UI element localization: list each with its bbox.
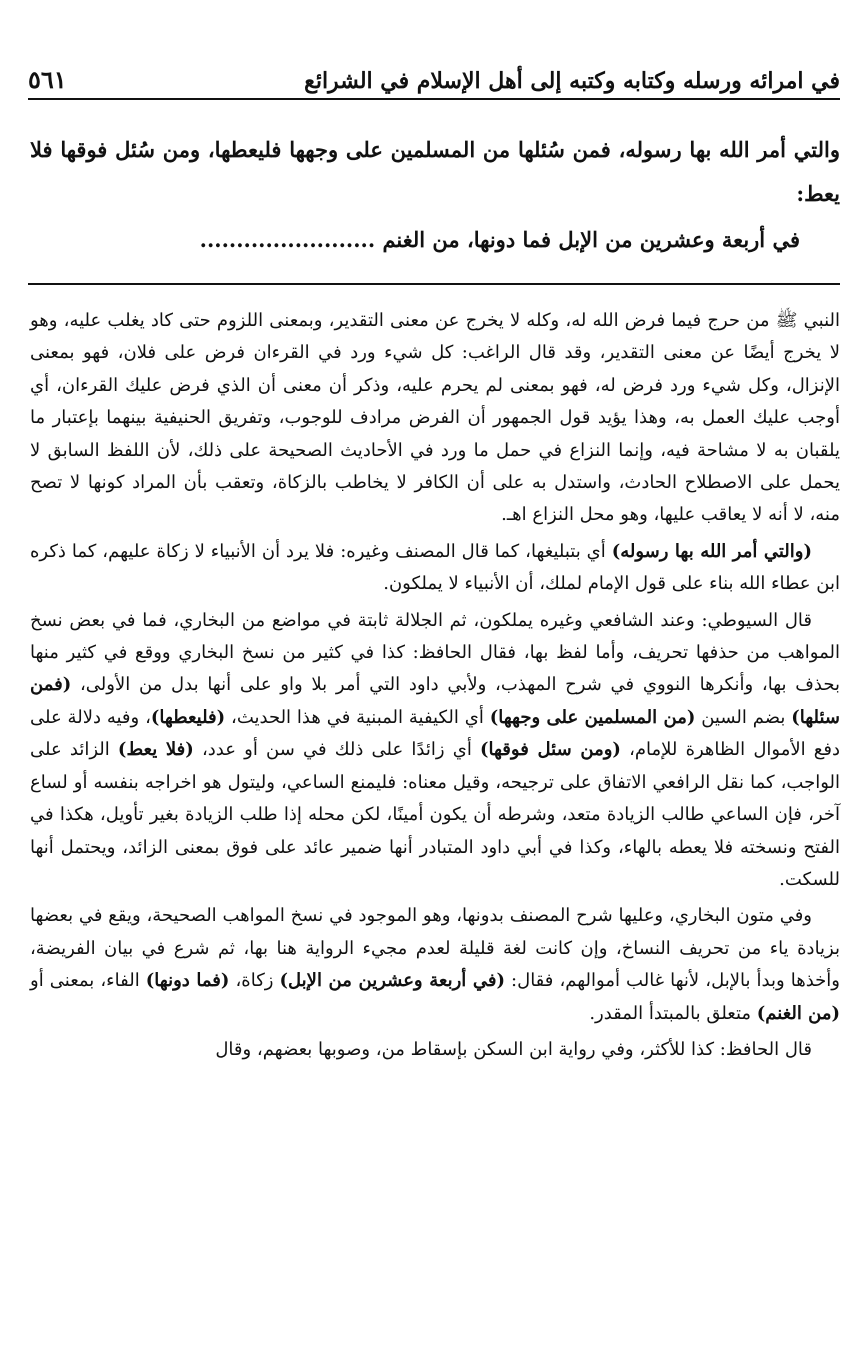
section-divider: [28, 283, 840, 285]
commentary: [30, 305, 840, 1070]
quoted-phrase: (فما دونها): [145, 970, 230, 992]
quoted-phrase: (فليعطها): [150, 706, 226, 728]
paragraph-text: وفي متون البخاري، وعليها شرح المصنف بدونها، وهو الموجود في نسخ المواهب الصحيحة، ويقع في بعضها بزيادة ياء من تحريف النساخ، وإن كانت لغة قليلة لعدم مجيء الرواية هنا بها، ثم شرع في بيان الفريضة، وأخذها وبدأ بالإبل، لأنها غالب أموالهم، فقال:: [30, 905, 840, 992]
quoted-phrase: (من المسلمين على وجهها): [489, 706, 696, 728]
quoted-phrase: (من الغنم): [756, 1002, 840, 1024]
commentary-paragraph-1: النبي ﷺ من حرج فيما فرض الله له، وكله لا يخرج عن معنى التقدير، وبمعنى اللزوم حتى كاد يغلب عليه، وهو لا يخرج أيضًا عن معنى التقدير، وقد قال الراغب: كل شيء ورد في القرءان فرض على فلان، فهو بمعنى الإنزال، وكل شيء ورد فرض له، فهو بمعنى لم يحرم عليه، وذكر أن معنى أن الذي فرض عليك القرءان، أي أوجب عليك العمل به، وهذا يؤيد قول الجمهور أن الفرض مرادف للوجوب، وتفريق الحنيفية بينهما بإعتبار ما يلقبان به لا مشاحة فيه، وإنما النزاع في حمل ما ورد في الأحاديث الصحيحة على ذلك، لأن اللفظ السابق لا يحمل على الاصطلاح الحادث، واستدل به على أن الكافر لا يخاطب بالزكاة، وتعقب بأن المراد كونها لا تصح منه، لا أنه لا يعاقب عليها، وهو محل النزاع اهـ.: [30, 310, 840, 526]
paragraph-text: أي بتبليغها، كما قال المصنف وغيره: فلا يرد أن الأنبياء لا زكاة عليهم، كما ذكره ابن عطاء الله بناء على قول الإمام لملك، أن الأنبياء لا يملكون.: [30, 540, 840, 595]
page-header: [28, 50, 840, 100]
hadith-text-line-2: في أربعة وعشرين من الإبل فما دونها، من الغنم ........................: [199, 227, 800, 252]
paragraph-text: أي الكيفية المبنية في هذا الحديث،: [225, 706, 490, 728]
commentary-paragraph-2: [30, 536, 840, 601]
running-title: في امرائه ورسله وكتابه وكتبه إلى أهل الإسلام في الشرائع: [304, 68, 840, 94]
paragraph-text: متعلق بالمبتدأ المقدر.: [589, 1002, 757, 1024]
page-number: ٥٦١: [28, 65, 67, 94]
quoted-phrase: (ومن سئل فوقها): [480, 739, 621, 761]
quoted-phrase: (والتي أمر الله بها رسوله): [611, 540, 812, 562]
paragraph-text: قال السيوطي: وعند الشافعي وغيره يملكون، ثم الجلالة ثابتة في مواضع من البخاري، فما في بعض نسخ المواهب من حذفها تحريف، وأما لفظ بها، فقال الحافظ: كذا في كثير من نسخ البخاري ووقع في كثير منها بحذف بها، وأنكرها النووي في شرح المهذب، ولأبي داود التي أمر بلا واو على أنها بدل من الأولى،: [30, 609, 840, 696]
paragraph-text: أي زائدًا على ذلك في سن أو عدد،: [193, 739, 480, 761]
commentary-paragraph-4: [30, 900, 840, 1030]
quoted-phrase: (فلا يعط): [117, 739, 194, 761]
paragraph-text: زكاة،: [229, 970, 280, 992]
hadith-text: [30, 128, 840, 262]
commentary-paragraph-3: [30, 605, 840, 897]
quoted-phrase: (في أربعة وعشرين من الإبل): [279, 970, 505, 992]
quoted-phrase: (فمن سئلها): [30, 674, 840, 728]
hadith-text-line-1: والتي أمر الله بها رسوله، فمن سُئلها من المسلمين على وجهها فليعطها، ومن سُئل فوقها فلا يعط:: [30, 137, 840, 206]
paragraph-text: بضم السين: [695, 706, 792, 728]
commentary-paragraph-5: قال الحافظ: كذا للأكثر، وفي رواية ابن السكن بإسقاط من، وصوبها بعضهم، وقال: [215, 1038, 812, 1060]
paragraph-text: الزائد على الواجب، كما نقل الرافعي الاتفاق على ترجيحه، وقيل معناه: فليمنع الساعي، وليتول هو اخراجه بنفسه أو لساع آخر، فإن الساعي طالب الزيادة متعد، وشرطه أن يكون أمينًا، لكن محله إذا طلب الزيادة بغير تأويل، هكذا في الفتح ونسخته فلا يعطه بالهاء، وكذا في أبي داود المتبادر أنها ضمير عائد على فوق بمعنى الزائد، ويحتمل أنها للسكت.: [30, 739, 840, 890]
paragraph-text: ، وفيه دلالة على دفع الأموال الظاهرة للإمام،: [30, 706, 840, 761]
paragraph-text: الفاء، بمعنى أو: [30, 970, 146, 992]
